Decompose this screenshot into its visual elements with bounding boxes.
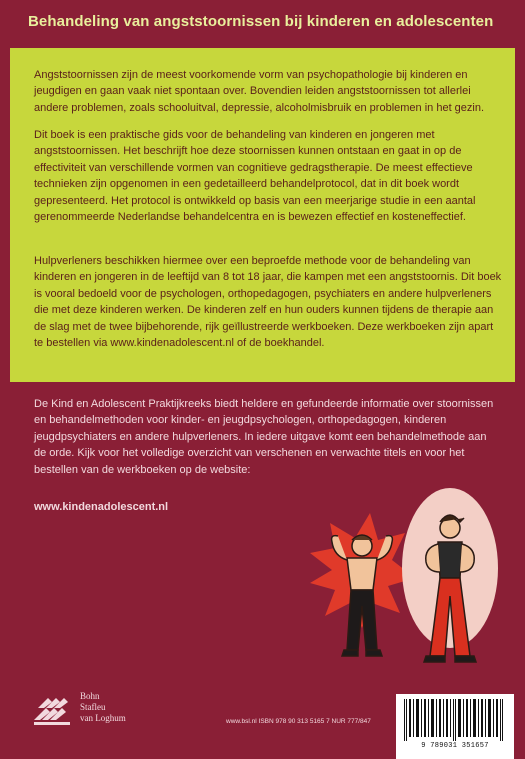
series-description: De Kind en Adolescent Praktijkreeks biedt heldere en gefundeerde informatie over stoornissen en behandelmethoden voor kinder- en jeugdpsychologen, orthopedagogen, kinderen jeugdpsychiaters en andere hulpverleners. In iedere uitgave komt een behandelmethode aan de orde. Kijk voor het volledige overzicht van verschenen en verwachte titels en voor het bestellen van de werkboeken op de website: bbox=[34, 398, 494, 476]
website-link[interactable]: www.kindenadolescent.nl bbox=[34, 501, 169, 513]
book-title: Behandeling van angststoornissen bij kinderen en adolescenten bbox=[28, 13, 494, 30]
description-panel bbox=[10, 48, 515, 382]
barcode bbox=[396, 694, 514, 759]
title-band bbox=[0, 0, 525, 48]
intro-paragraph: Angststoornissen zijn de meest voorkomende vorm van psychopathologie bij kinderen en jeugdigen en gaan vaak niet spontaan over. Bovendien leiden angststoornissen tot allerlei andere problemen, zoals schooluitval, depressie, alcoholmisbruik en problemen in het gezin. bbox=[34, 69, 485, 114]
barcode-bars-icon bbox=[402, 699, 508, 741]
publisher-line-3: van Loghum bbox=[80, 713, 126, 723]
audience-paragraph: Hulpverleners beschikken hiermee over een beproefde methode voor de behandeling van kinderen en jongeren in de leeftijd van 8 tot 18 jaar, die kampen met een angststoornis. Dit boek is vooral bedoeld voor de psychologen, orthopedagogen, psychiaters en andere hulpverleners die met deze kinderen werken. De kinderen zelf en hun ouders kunnen tijdens de therapie aan de slag met de twee bijbehorende, rijk geïllustreerde werkboeken. Deze werkboeken zijn apart te bestellen via www.kindenadolescent.nl of de boekhandel. bbox=[34, 255, 502, 350]
barcode-digits: 9 789031 351657 bbox=[421, 742, 489, 750]
guide-paragraph: Dit boek is een praktische gids voor de behandeling van kinderen en jongeren met angststoornissen. Het beschrijft hoe deze stoornissen kunnen ontstaan en gaat in op de effectiviteit van verschillende vormen van cognitieve gedragstherapie. De meest effectieve technieken zijn opgenomen in een gedetailleerd behandelprotocol, dat in dit boek wordt gepresenteerd. Het protocol is ontwikkeld op basis van een meerjarige studie in een aantal gerenommeerde Nederlandse behandelcentra en is bewezen effectief en kosteneffectief. bbox=[34, 129, 476, 224]
publisher-line-2: Stafleu bbox=[80, 702, 106, 712]
cartoon-illustration bbox=[300, 478, 500, 678]
isbn-info: www.bsl.nl ISBN 978 90 313 5165 7 NUR 777/847 bbox=[226, 718, 371, 725]
publisher-line-1: Bohn bbox=[80, 691, 100, 701]
publisher-name bbox=[80, 691, 126, 724]
